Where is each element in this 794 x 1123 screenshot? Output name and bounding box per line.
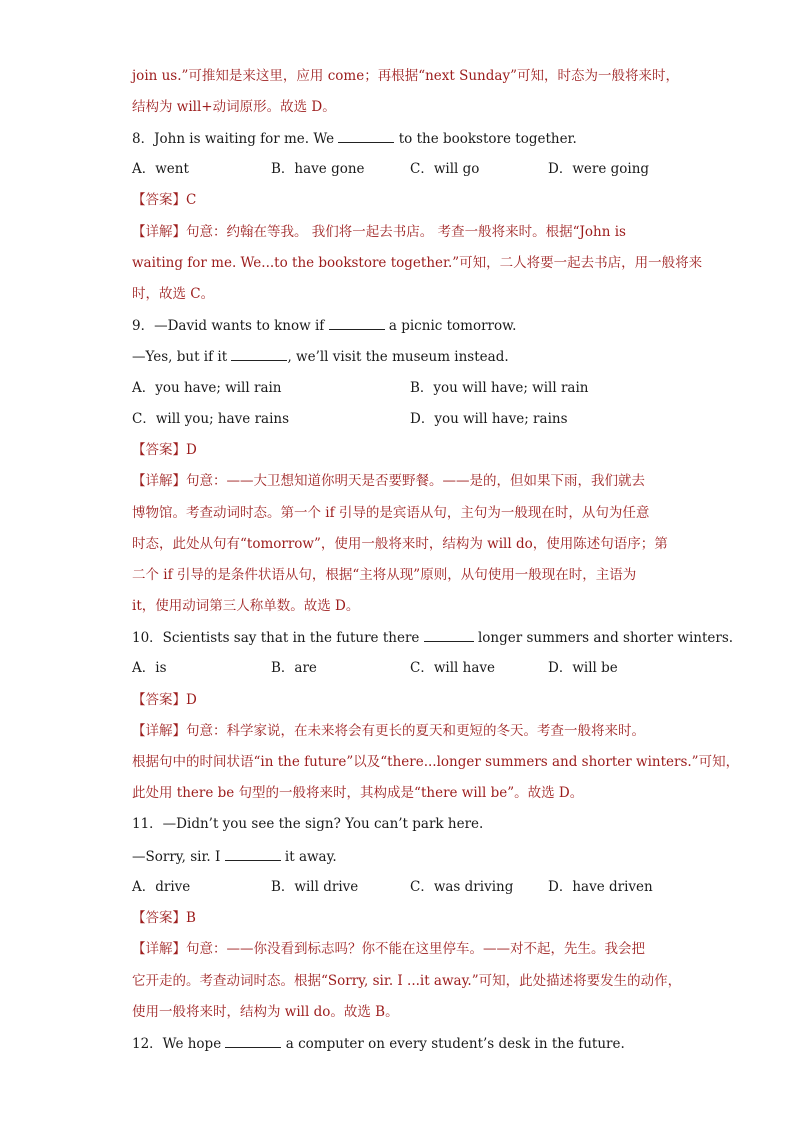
q9-detail-line-1: 【详解】句意：——大卫想知道你明天是否要野餐。——是的，但如果下雨，我们就去 [132, 473, 645, 489]
question-10-stem: 10．Scientists say that in the future there longer summers and shorter winters. [132, 627, 672, 648]
prev-detail-line-1: join us.”可推知是来这里，应用 come；再根据“next Sunday”可知，时态为一般将来时， [132, 68, 679, 84]
q9-detail-line-4: 二个 if 引导的是条件状语从句，根据“主将从现”原则，从句使用一般现在时，主语为 [132, 567, 637, 583]
q11-option-a: A．drive [132, 879, 191, 895]
q11-option-c: C．was driving [410, 879, 514, 895]
q10-option-b: B．are [271, 660, 317, 676]
q11-option-b: B．will drive [271, 879, 359, 895]
q8-option-a: A．went [132, 161, 189, 177]
q8-option-d: D．were going [548, 161, 650, 177]
question-11-stem-2: —Sorry, sir. I it away. [132, 846, 672, 867]
q11-option-d: D．have driven [548, 879, 653, 895]
q8-detail-line-1: 【详解】句意：约翰在等我。 我们将一起去书店。 考查一般将来时。根据“John is [132, 224, 626, 240]
q9-detail-line-2: 博物馆。考查动词时态。第一个 if 引导的是宾语从句，主句为一般现在时，从句为任意 [132, 505, 650, 521]
q9-option-d: D．you will have; rains [410, 411, 568, 427]
q11-detail-line-1: 【详解】句意：——你没看到标志吗？你不能在这里停车。——对不起，先生。我会把 [132, 941, 645, 957]
question-9-stem: 9．—David wants to know if a picnic tomorrow. [132, 315, 672, 336]
q10-detail-line-1: 【详解】句意：科学家说，在未来将会有更长的夏天和更短的冬天。考查一般将来时。 [132, 723, 645, 739]
question-11-stem: 11．—Didn’t you see the sign? You can’t park here. [132, 816, 484, 832]
answer-blank [424, 627, 474, 642]
question-12-stem: 12．We hope a computer on every student’s desk in the future. [132, 1033, 672, 1054]
q9-detail-line-3: 时态，此处从句有“tomorrow”，使用一般将来时，结构为 will do，使用陈述句语序；第 [132, 536, 668, 552]
answer-blank [225, 846, 281, 861]
q11-detail-line-3: 使用一般将来时，结构为 will do。故选 B。 [132, 1004, 399, 1020]
q8-detail-line-2: waiting for me. We...to the bookstore together.”可知，二人将要一起去书店，用一般将来 [132, 255, 703, 271]
q9-option-b: B．you will have; will rain [410, 380, 589, 396]
q10-detail-line-2: 根据句中的时间状语“in the future”以及“there...longer summers and shorter winters.”可知， [132, 754, 740, 770]
prev-detail-line-2: 结构为 will+动词原形。故选 D。 [132, 99, 336, 115]
answer-blank [329, 315, 385, 330]
question-8-stem: 8．John is waiting for me. We to the bookstore together. [132, 128, 672, 149]
q9-answer: 【答案】D [132, 442, 197, 458]
q8-option-c: C．will go [410, 161, 480, 177]
q8-detail-line-3: 时，故选 C。 [132, 286, 215, 302]
q11-answer: 【答案】B [132, 910, 196, 926]
q8-answer: 【答案】C [132, 192, 197, 208]
q8-option-b: B．have gone [271, 161, 365, 177]
q11-detail-line-2: 它开走的。考查动词时态。根据“Sorry, sir. I ...it away.”可知，此处描述将要发生的动作， [132, 973, 682, 989]
question-9-stem-2: —Yes, but if it , we’ll visit the museum instead. [132, 346, 672, 367]
q10-answer: 【答案】D [132, 692, 197, 708]
q9-option-a: A．you have; will rain [132, 380, 282, 396]
q10-option-d: D．will be [548, 660, 618, 676]
q9-option-c: C．will you; have rains [132, 411, 290, 427]
q10-option-c: C．will have [410, 660, 495, 676]
q9-detail-line-5: it，使用动词第三人称单数。故选 D。 [132, 598, 360, 614]
answer-blank [338, 128, 394, 143]
q10-detail-line-3: 此处用 there be 句型的一般将来时，其构成是“there will be”。故选 D。 [132, 785, 584, 801]
q10-option-a: A．is [132, 660, 167, 676]
answer-blank [225, 1033, 281, 1048]
answer-blank [231, 346, 287, 361]
